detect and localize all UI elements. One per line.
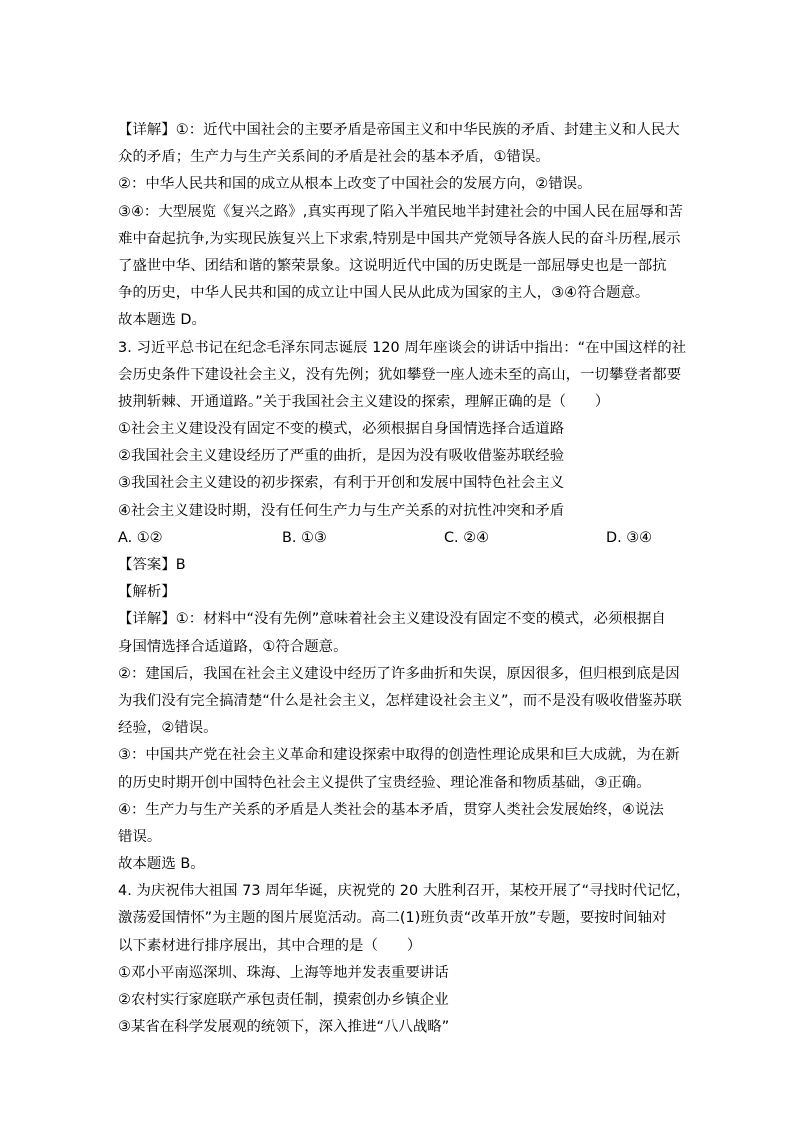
q3-detail-line: 【详解】①：材料中“没有先例”意味着社会主义建设没有固定不变的模式，必须根据自 [118,611,666,628]
q2-detail-line: 难中奋起抗争,为实现民族复兴上下求索,特别是中国共产党领导各族人民的奋斗历程,展示 [118,230,681,247]
q2-detail-line: ③④：大型展览《复兴之路》,真实再现了陷入半殖民地半封建社会的中国人民在屈辱和苦 [118,203,683,220]
q3-options [118,525,678,552]
document-content [118,117,691,1041]
q3-conclusion: 故本题选 B。 [118,856,205,873]
q3-statement: ③我国社会主义建设的初步探索，有利于开创和发展中国特色社会主义 [118,475,565,492]
q3-option-a: A. ①② [118,529,163,546]
q3-detail-line: 经验，②错误。 [118,720,218,737]
q4-statement: ③某省在科学发展观的统领下，深入推进“八八战略” [118,1019,450,1036]
question-3 [118,335,687,879]
q2-detail-line: 了盛世中华、团结和谐的繁荣景象。这说明近代中国的历史既是一部屈辱史也是一部抗 [118,257,667,274]
q3-statement: ①社会主义建设没有固定不变的模式，必须根据自身国情选择合适道路 [118,421,565,438]
q4-statement: ②农村实行家庭联产承包责任制，摸索创办乡镇企业 [118,992,449,1008]
q3-statement: ②我国社会主义建设经历了严重的曲折，是因为没有吸收借鉴苏联经验 [118,448,565,465]
q3-analysis-label: 【解析】 [118,584,176,601]
q4-stem-line: 4. 为庆祝伟大祖国 73 周年华诞，庆祝党的 20 大胜利召开，某校开展了“寻找时代记忆， [118,883,691,900]
q3-detail-line: ③：中国共产党在社会主义革命和建设探索中取得的创造性理论成果和巨大成就，为在新 [118,747,680,764]
q3-stem-line: 会历史条件下建设社会主义，没有先例；犹如攀登一座人迹未至的高山，一切攀登者都要 [118,366,682,383]
q3-statement: ④社会主义建设时期，没有任何生产力与生产关系的对抗性冲突和矛盾 [118,502,565,519]
q3-detail-line: ②：建国后，我国在社会主义建设中经历了许多曲折和失误，原因很多，但归根到底是因 [118,665,680,682]
q3-detail-line: 的历史时期开创中国特色社会主义提供了宝贵经验、理论准备和物质基础，③正确。 [118,774,651,791]
q2-detail-line: 众的矛盾；生产力与生产关系间的矛盾是社会的基本矛盾，①错误。 [118,149,550,166]
q3-stem-line: 披荆斩棘、开通道路。”关于我国社会主义建设的探索，理解正确的是（ ） [118,393,610,410]
q3-answer: 【答案】B [118,557,186,573]
q3-stem-line: 3. 习近平总书记在纪念毛泽东同志诞辰 120 周年座谈会的讲话中指出：“在中国这样的社 [118,339,687,356]
q3-option-c: C. ②④ [444,529,489,546]
q4-stem-line: 以下素材进行排序展出，其中合理的是（ ） [118,937,422,954]
q4-statement: ①邓小平南巡深圳、珠海、上海等地并发表重要讲话 [118,964,449,981]
question-4 [118,878,691,1041]
q3-option-b: B. ①③ [282,529,327,546]
q3-detail-line: ④：生产力与生产关系的矛盾是人类社会的基本矛盾，贯穿人类社会发展始终，④说法 [118,801,664,818]
q3-detail-line: 身国情选择合适道路，①符合题意。 [118,638,348,655]
q3-detail-line: 错误。 [118,828,162,845]
q2-detail-line: 【详解】①：近代中国社会的主要矛盾是帝国主义和中华民族的矛盾、封建主义和人民大 [118,122,680,138]
q3-detail-line: 为我们没有完全搞清楚“什么是社会主义，怎样建设社会主义”，而不是没有吸收借鉴苏联 [118,692,682,709]
q2-detail-line: 争的历史，中华人民共和国的成立让中国人民从此成为国家的主人，③④符合题意。 [118,285,650,302]
q4-stem-line: 激荡爱国情怀”为主题的图片展览活动。高二(1)班负责“改革开放”专题，要按时间轴对 [118,910,667,927]
q2-conclusion: 故本题选 D。 [118,312,206,329]
q2-detail-line: ②：中华人民共和国的成立从根本上改变了中国社会的发展方向，②错误。 [118,176,592,193]
q3-option-d: D. ③④ [606,529,653,546]
q2-analysis [118,117,683,335]
